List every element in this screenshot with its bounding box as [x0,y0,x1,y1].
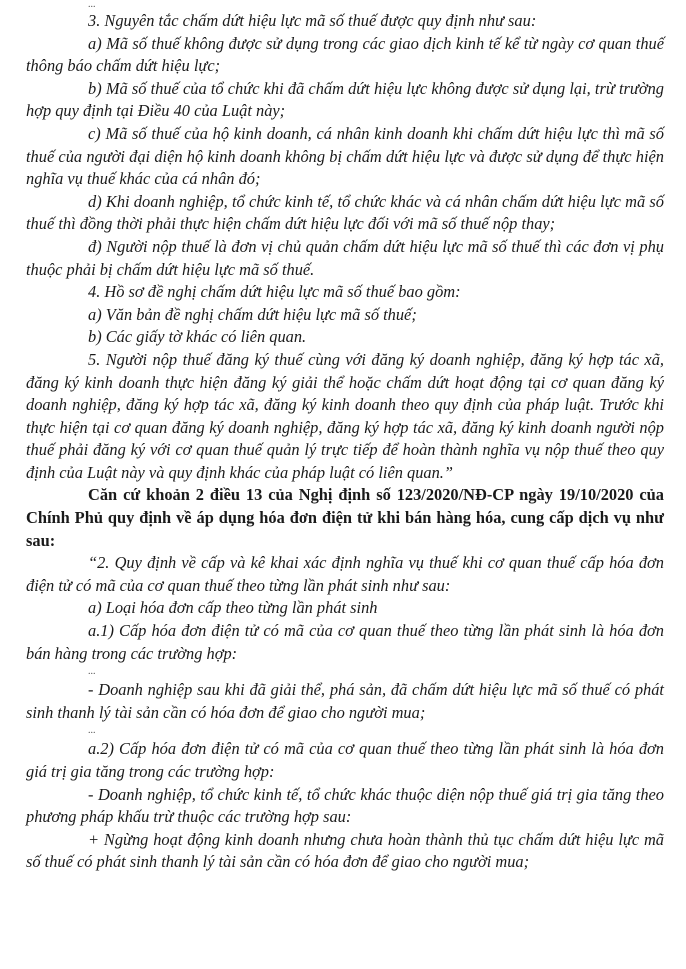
clause-3: 3. Nguyên tắc chấm dứt hiệu lực mã số thuế được quy định như sau: [88,11,537,30]
quote-item-a: a) Loại hóa đơn cấp theo từng lần phát sinh [88,598,378,618]
clause-3b: b) Mã số thuế của tổ chức khi đã chấm dứt hiệu lực không được sử dụng lại, trừ trường hợp quy định tại Điều 40 của Luật này; [26,78,664,121]
legal-basis-paragraph: Căn cứ khoản 2 điều 13 của Nghị định số 123/2020/NĐ-CP ngày 19/10/2020 của Chính Phủ quy định về áp dụng hóa đơn điện tử khi bán hàng hóa, cung cấp dịch vụ như sau: [26,485,664,550]
quote-item-a1: a.1) Cấp hóa đơn điện tử có mã của cơ quan thuế theo từng lần phát sinh là hóa đơn bán hàng trong các trường hợp: [26,621,664,663]
quote-item-a2-plus: + Ngừng hoạt động kinh doanh nhưng chưa hoàn thành thủ tục chấm dứt hiệu lực mã số thuế có phát sinh thanh lý tài sản cần có hóa đơn để giao cho người mua; [26,829,664,872]
clause-3a: a) Mã số thuế không được sử dụng trong các giao dịch kinh tế kể từ ngày cơ quan thuế thông báo chấm dứt hiệu lực; [26,33,664,76]
clause-3dd: đ) Người nộp thuế là đơn vị chủ quản chấm dứt hiệu lực mã số thuế thì các đơn vị phụ thuộc phải bị chấm dứt hiệu lực mã số thuế. [26,236,664,279]
quote-item-a1-dash: - Doanh nghiệp sau khi đã giải thể, phá sản, đã chấm dứt hiệu lực mã số thuế có phát sinh thanh lý tài sản cần có hóa đơn để giao cho người mua; [26,680,664,722]
mid-ellipsis-2: ... [88,725,96,737]
clause-5: 5. Người nộp thuế đăng ký thuế cùng với đăng ký doanh nghiệp, đăng ký hợp tác xã, đăng ký kinh doanh thực hiện đăng ký giải thể hoặc chấm dứt hoạt động tại cơ quan đăng ký doanh nghiệp, đăng ký hợp tác xã, đăng ký kinh doanh theo quy định của pháp luật. Trước khi thực hiện tại cơ quan đăng ký doanh nghiệp, đăng ký hợp tác xã, đăng ký kinh doanh người nộp thuế phải đăng ký với cơ quan thuế quản lý trực tiếp để hoàn thành nghĩa vụ nộp thuế theo quy định của Luật này và quy định khác của pháp luật có liên quan.” [26,349,664,482]
clause-4: 4. Hồ sơ đề nghị chấm dứt hiệu lực mã số thuế bao gồm: [88,282,461,302]
clause-3d: d) Khi doanh nghiệp, tổ chức kinh tế, tổ chức khác và cá nhân chấm dứt hiệu lực mã số thuế thì đồng thời phải thực hiện chấm dứt hiệu lực đối với mã số thuế nộp thay; [26,191,664,234]
clause-3c: c) Mã số thuế của hộ kinh doanh, cá nhân kinh doanh khi chấm dứt hiệu lực thì mã số thuế của người đại diện hộ kinh doanh không bị chấm dứt hiệu lực và được sử dụng để thực hiện nghĩa vụ thuế khác của cá nhân đó; [26,123,664,189]
top-ellipsis: ... [88,0,96,10]
quote-item-2: “2. Quy định về cấp và kê khai xác định nghĩa vụ thuế khi cơ quan thuế cấp hóa đơn điện tử có mã của cơ quan thuế theo từng lần phát sinh như sau: [26,553,664,595]
quote-item-a2-dash: - Doanh nghiệp, tổ chức kinh tế, tổ chức khác thuộc diện nộp thuế giá trị gia tăng theo phương pháp khấu trừ thuộc các trường hợp sau: [26,784,664,827]
clause-4a: a) Văn bản đề nghị chấm dứt hiệu lực mã số thuế; [88,304,417,324]
clause-4b: b) Các giấy tờ khác có liên quan. [88,327,307,347]
quote-item-a2: a.2) Cấp hóa đơn điện tử có mã của cơ quan thuế theo từng lần phát sinh là hóa đơn giá trị gia tăng trong các trường hợp: [26,739,664,781]
mid-ellipsis-1: ... [88,666,96,678]
